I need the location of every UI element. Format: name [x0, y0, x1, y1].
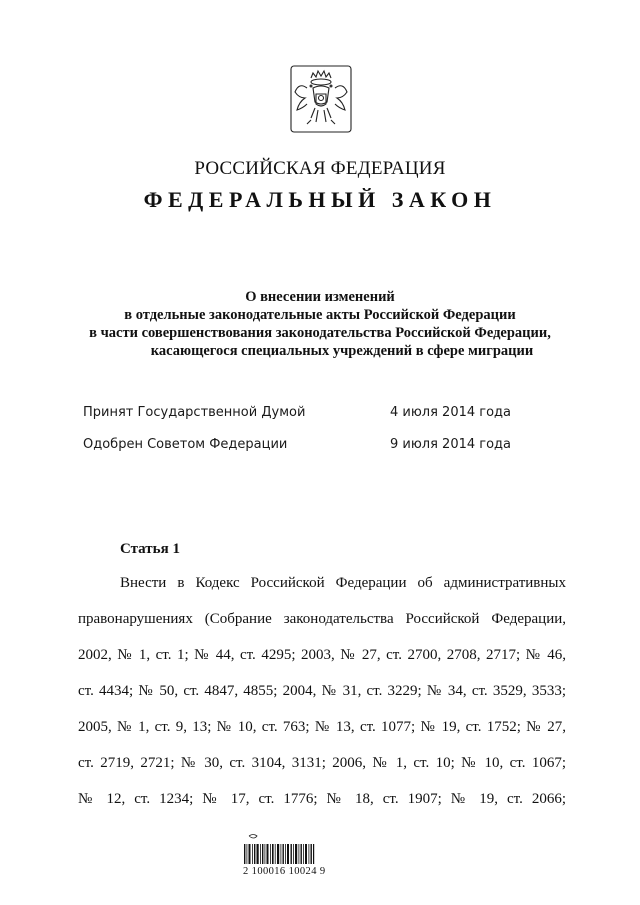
- law-title-line-2: в отдельные законодательные акты Российской Федерации: [124, 307, 516, 323]
- law-title-line-3: в части совершенствования законодательства Российской Федерации,: [89, 325, 551, 341]
- adopted-label: Принят Государственной Думой: [83, 405, 306, 420]
- approved-label: Одобрен Советом Федерации: [83, 437, 288, 452]
- barcode-number: 2 100016 10024 9: [243, 866, 326, 877]
- article-text-line: № 12, ст. 1234; № 17, ст. 1776; № 18, ст. 1907; № 19, ст. 2066;: [78, 791, 566, 807]
- double-headed-eagle-icon: [289, 64, 353, 134]
- document-type: ФЕДЕРАЛЬНЫЙ ЗАКОН: [143, 187, 497, 212]
- article-text-line: ст. 2719, 2721; № 30, ст. 3104, 3131; 2006, № 1, ст. 10; № 10, ст. 1067;: [78, 755, 566, 771]
- law-title-line-4: касающегося специальных учреждений в сфере миграции: [150, 343, 534, 359]
- adopted-date: 4 июля 2014 года: [390, 405, 512, 420]
- article-text-line: правонарушениях (Собрание законодательства Российской Федерации,: [78, 611, 566, 627]
- article-text-line: 2005, № 1, ст. 9, 13; № 10, ст. 763; № 13, ст. 1077; № 19, ст. 1752; № 27,: [78, 719, 566, 735]
- article-heading: Статья 1: [120, 541, 180, 557]
- law-title-line-1: О внесении изменений: [245, 289, 395, 305]
- article-text-line: ст. 4434; № 50, ст. 4847, 4855; 2004, № 31, ст. 3229; № 34, ст. 3529, 3533;: [78, 683, 566, 699]
- country-name: РОССИЙСКАЯ ФЕДЕРАЦИЯ: [194, 158, 446, 179]
- article-text-line: 2002, № 1, ст. 1; № 44, ст. 4295; 2003, № 27, ст. 2700, 2708, 2717; № 46,: [78, 647, 566, 663]
- article-text-line: Внести в Кодекс Российской Федерации об административных: [120, 575, 566, 591]
- approved-date: 9 июля 2014 года: [390, 437, 512, 452]
